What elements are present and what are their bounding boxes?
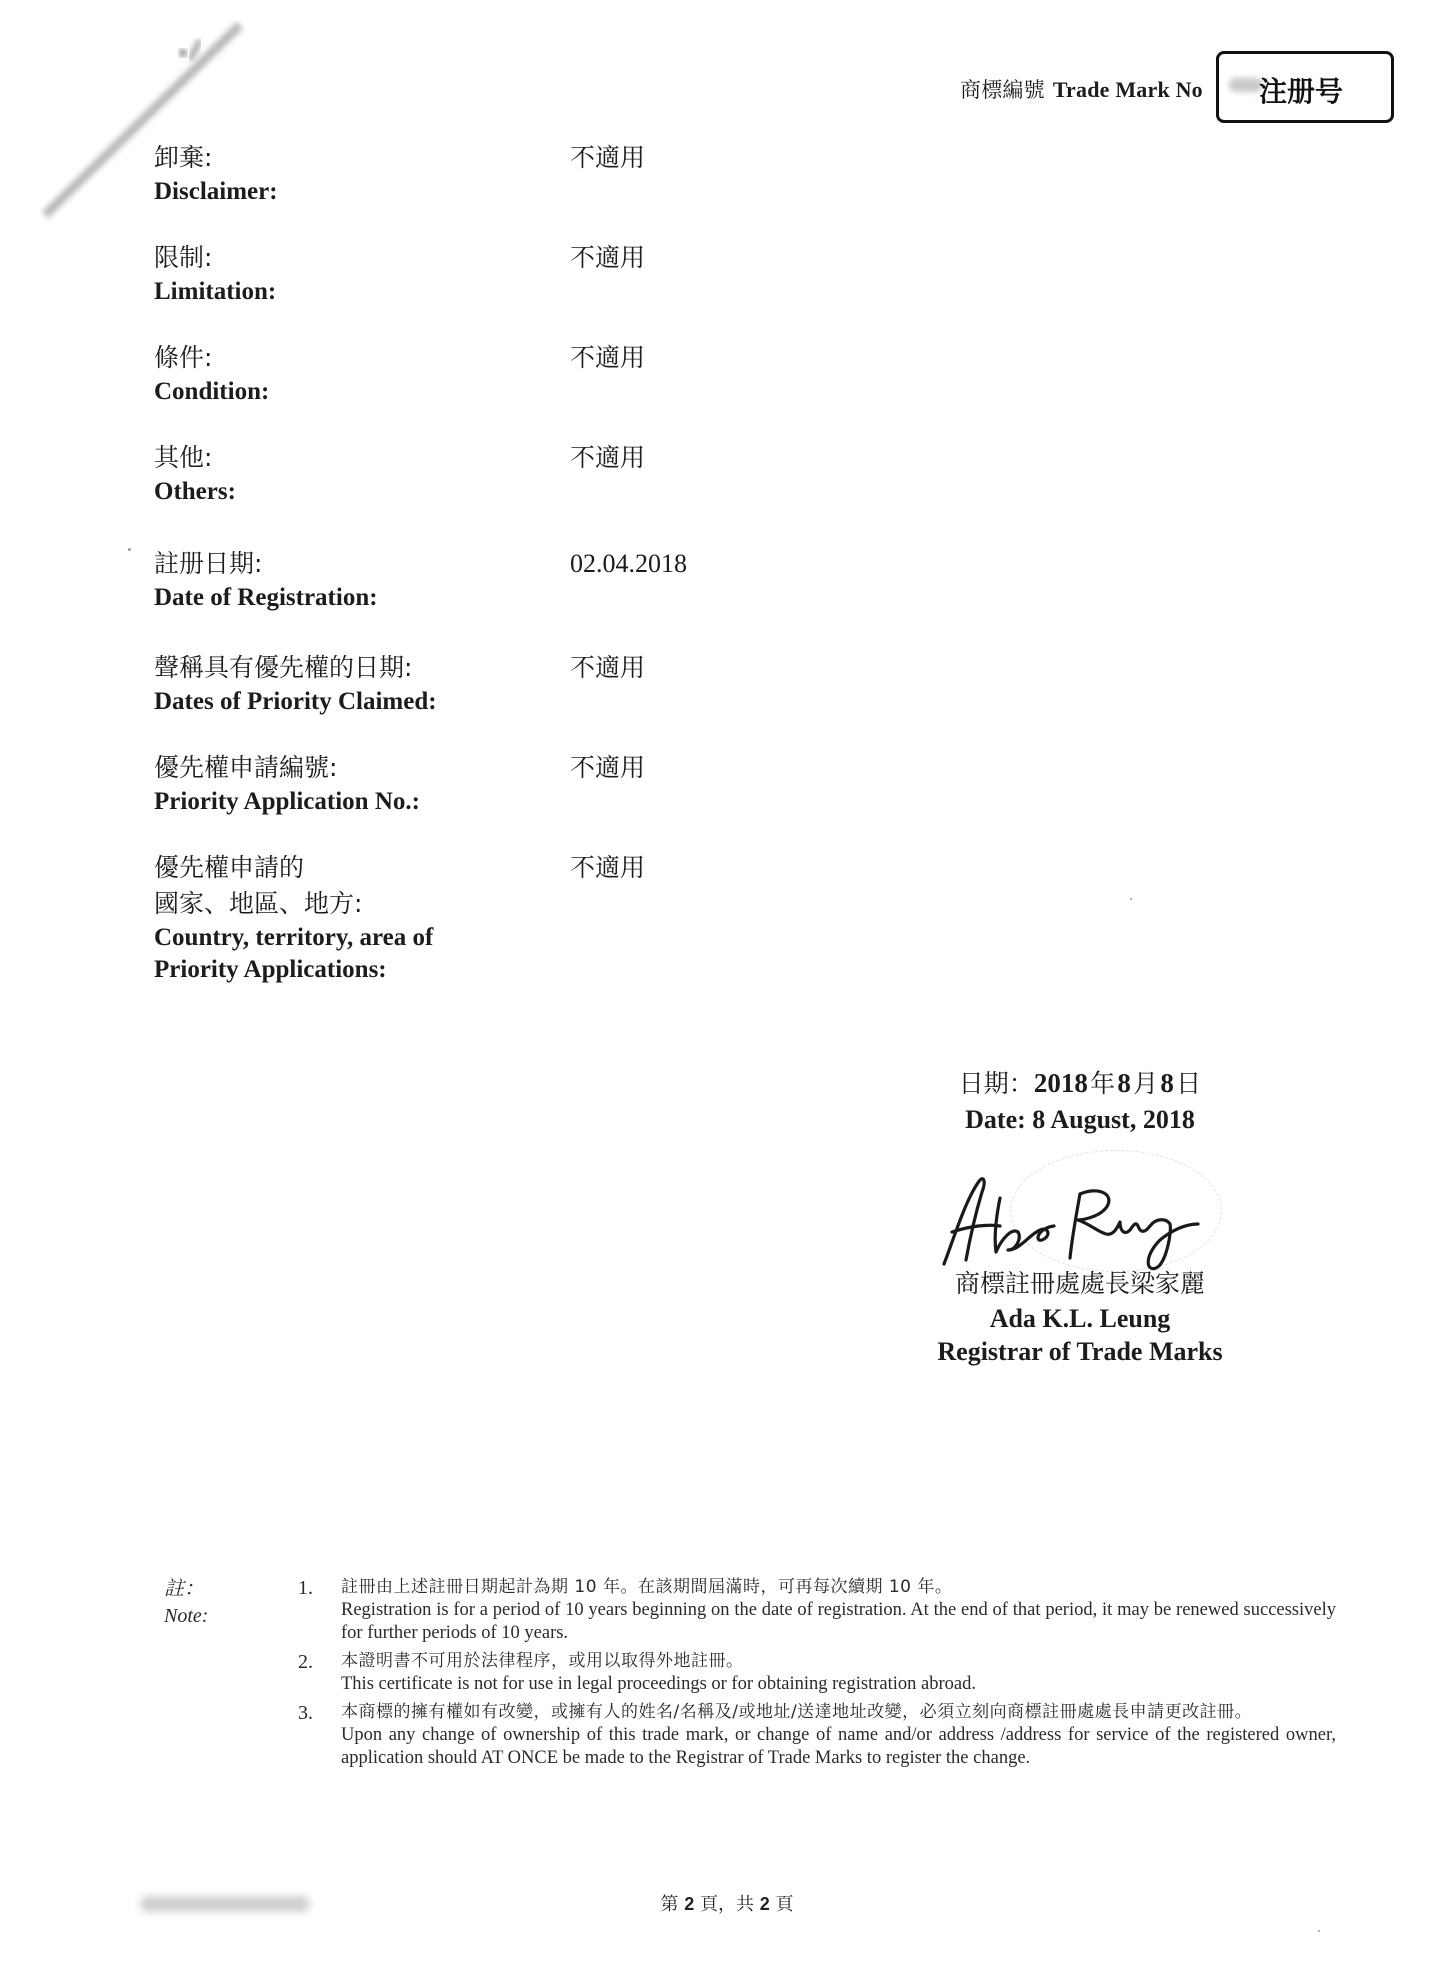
note-item: [296, 1575, 1336, 1645]
field-label-en: Condition:: [154, 378, 270, 405]
page-total: 2: [759, 1894, 770, 1914]
note-number: 3.: [298, 1702, 313, 1724]
field-label-zh: 優先權申請編號:: [154, 753, 338, 782]
scan-speck: [1318, 1930, 1320, 1932]
field-label-en: Country, territory, area of: [154, 924, 434, 951]
note-item: [296, 1700, 1336, 1770]
date-zh-day-unit: 日: [1176, 1069, 1202, 1098]
field-label: [154, 240, 574, 308]
page-current: 2: [684, 1894, 695, 1914]
note-text-en: Upon any change of ownership of this trade mark, or change of name and/or address /address for service of the registered owner, application should AT ONCE be made to the Registrar of Trade Marks to register the change.: [341, 1725, 1336, 1768]
date-zh-year: 2018: [1033, 1068, 1088, 1098]
field-label-en: Date of Registration:: [154, 584, 378, 611]
date-zh-day: 8: [1160, 1068, 1174, 1098]
field-label-en-line2: Priority Applications:: [154, 956, 387, 983]
registrar-name: Ada K.L. Leung: [989, 1304, 1171, 1333]
field-label-zh: 條件:: [154, 343, 213, 372]
field-value: 不適用: [570, 653, 646, 682]
field-label-zh-line2: 國家、地區、地方:: [154, 889, 363, 918]
field-value: 不適用: [570, 853, 646, 882]
field-label-zh: 註册日期:: [154, 549, 263, 578]
date-zh-month-unit: 月: [1133, 1069, 1159, 1098]
registrar-title-en: Registrar of Trade Marks: [937, 1337, 1223, 1366]
note-number: 2.: [298, 1651, 313, 1673]
registration-date-value: 02.04.2018: [570, 549, 687, 578]
field-value: 不適用: [570, 143, 646, 172]
field-label-en: Disclaimer:: [154, 178, 278, 205]
issue-date-en: Date: 8 August, 2018: [965, 1105, 1195, 1134]
field-value: 不適用: [570, 443, 646, 472]
field-label-en: Others:: [154, 478, 236, 505]
registrar-block: [880, 1266, 1280, 1368]
note-text-zh: 註冊由上述註冊日期起計為期 10 年。在該期間屆滿時，可再每次續期 10 年。: [341, 1577, 953, 1597]
issue-date-zh: [900, 1064, 1260, 1103]
date-zh-prefix: 日期：: [958, 1069, 1034, 1098]
page-prefix: 第: [660, 1894, 679, 1915]
note-label: [164, 1574, 208, 1630]
field-label: [154, 850, 574, 986]
scan-speck: [128, 548, 131, 551]
field-value: 不適用: [570, 753, 646, 782]
field-label-zh: 其他:: [154, 443, 213, 472]
registration-number-redaction-box: [1216, 51, 1394, 123]
note-number: 1.: [298, 1577, 313, 1599]
note-label-en: Note:: [164, 1605, 209, 1627]
note-text-zh: 本證明書不可用於法律程序，或用以取得外地註冊。: [341, 1651, 744, 1671]
field-label: [154, 650, 574, 718]
registrar-signature: [930, 1168, 1210, 1278]
note-text-en: Registration is for a period of 10 years beginning on the date of registration. At the end of that period, it may be renewed successively for further periods of 10 years.: [341, 1600, 1336, 1643]
field-label-en: Dates of Priority Claimed:: [154, 688, 437, 715]
scan-speck: [1130, 898, 1132, 900]
trade-mark-number-header: [960, 74, 1203, 104]
trade-mark-no-label-en: Trade Mark No: [1052, 77, 1203, 102]
page-mid: 頁，共: [700, 1894, 754, 1915]
blurred-number: [1229, 78, 1263, 92]
notes-list: [296, 1575, 1336, 1774]
field-label: [154, 546, 574, 614]
registrar-title-zh: 商標註冊處處長梁家麗: [954, 1269, 1205, 1298]
date-zh-year-unit: 年: [1090, 1069, 1116, 1098]
page-suffix: 頁: [775, 1894, 794, 1915]
field-label-en: Priority Application No.:: [154, 788, 420, 815]
field-label-zh: 限制:: [154, 243, 213, 272]
field-label: [154, 750, 574, 818]
page-number: [0, 1890, 1454, 1916]
note-item: [296, 1649, 1336, 1696]
field-value: 不適用: [570, 343, 646, 372]
field-label: [154, 140, 574, 208]
field-label-en: Limitation:: [154, 278, 277, 305]
field-label-zh: 優先權申請的: [154, 853, 305, 882]
field-value: 不適用: [570, 243, 646, 272]
date-zh-month: 8: [1117, 1068, 1131, 1098]
issue-date-block: [900, 1064, 1260, 1137]
note-label-zh: 註：: [164, 1576, 204, 1600]
trade-mark-no-label-zh: 商標編號: [960, 78, 1045, 102]
field-label-zh: 卸棄:: [154, 143, 213, 172]
redaction-label: 注册号: [1259, 75, 1344, 108]
field-label-zh: 聲稱具有優先權的日期:: [154, 653, 413, 682]
note-text-en: This certificate is not for use in legal proceedings or for obtaining registration abroad.: [341, 1674, 976, 1694]
field-label: [154, 340, 574, 408]
note-text-zh: 本商標的擁有權如有改變，或擁有人的姓名/名稱及/或地址/送達地址改變，必須立刻向商標註冊處處長申請更改註冊。: [341, 1702, 1253, 1722]
field-label: [154, 440, 574, 508]
